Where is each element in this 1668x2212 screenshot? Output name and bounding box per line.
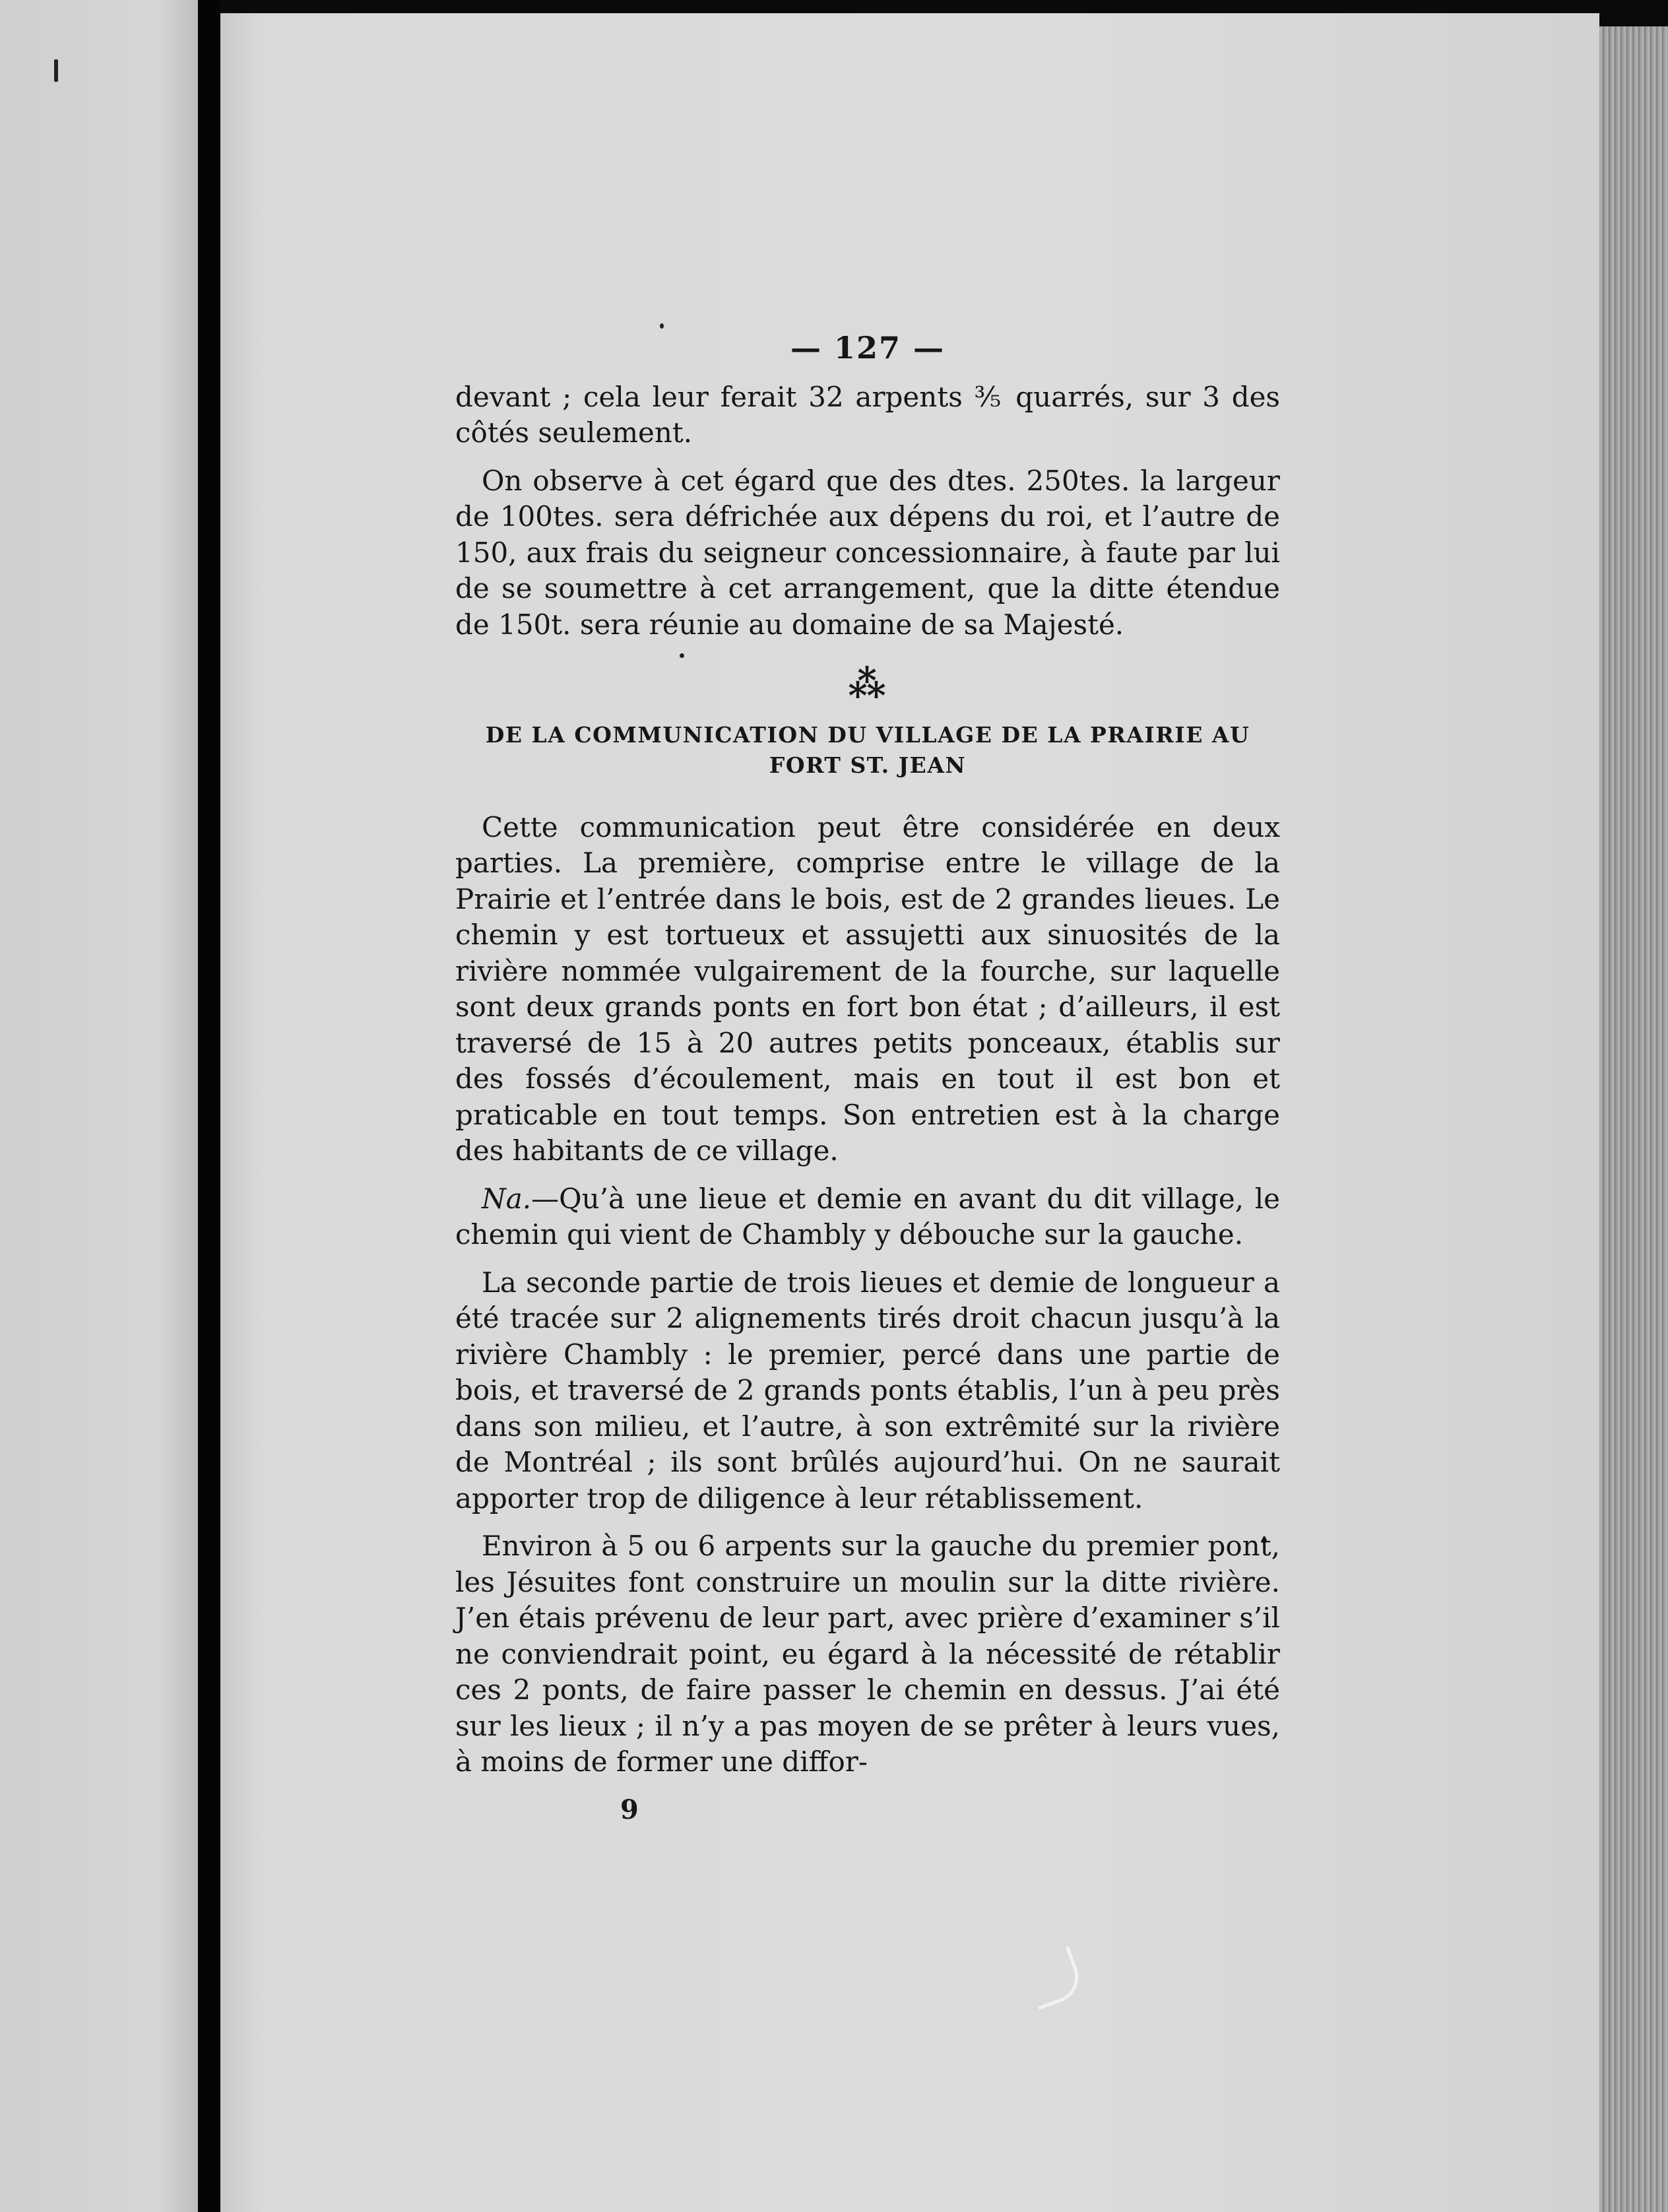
section-heading: DE LA COMMUNICATION DU VILLAGE DE LA PRAIRIE AU FORT ST. JEAN <box>485 721 1250 778</box>
paragraph: Cette communication peut être considérée en deux parties. La première, comprise entre le village de la Prairie et l’entrée dans le bois, est de 2 grandes lieues. Le chemin y est tortueux et assujetti aux sinuosités de la rivière nommée vulgairement de la fourche, sur laquelle sont deux grands ponts en fort bon état ; d’ailleurs, il est traversé de 15 à 20 autres petits ponceaux, établis sur des fossés d’écoulement, mais en tout il est bon et praticable en tout temps. Son entretien est à la charge des habitants de ce village. <box>455 810 1280 1167</box>
signature-mark: 9 <box>620 1794 639 1825</box>
page-body <box>455 330 1280 1828</box>
paragraph-note <box>455 1181 1280 1253</box>
page-number: — 127 — <box>790 330 946 366</box>
paragraph: La seconde partie de trois lieues et demie de longueur a été tracée sur 2 alignements tirés droit chacun jusqu’à la rivière Chambly : le premier, percé dans une partie de bois, et traversé de 2 grands ponts établis, l’un à peu près dans son milieu, et l’autre, à son extrêmité sur la rivière de Montréal ; ils sont brûlés aujourd’hui. On ne saurait apporter trop de diligence à leur rétablissement. <box>455 1266 1280 1514</box>
section-ornament: ⁂ <box>848 663 887 706</box>
note-label: Na. <box>482 1182 532 1215</box>
paragraph: devant ; cela leur ferait 32 arpents ⅗ quarrés, sur 3 des côtés seulement. <box>455 380 1280 449</box>
facing-page-edge <box>0 0 198 2212</box>
paragraph: On observe à cet égard que des dtes. 250tes. la largeur de 100tes. sera défrichée aux dépens du roi, et l’autre de 150, aux frais du seigneur concessionnaire, à faute par lui de se soumettre à cet arrangement, que la ditte étendue de 150t. sera réunie au domaine de sa Majesté. <box>455 464 1280 641</box>
page-stack-edge <box>1599 26 1668 2212</box>
book-spine-gutter <box>198 0 220 2212</box>
margin-mark <box>54 59 58 82</box>
paragraph: Environ à 5 ou 6 arpents sur la gauche du premier pont, les Jésuites font construire un moulin sur la ditte rivière. J’en étais prévenu de leur part, avec prière d’examiner s’il ne conviendrait point, eu égard à la nécessité de rétablir ces 2 ponts, de faire passer le chemin en dessus. J’ai été sur les lieux ; il n’y a pas moyen de se prêter à leurs vues, à moins de former une diffor- <box>455 1530 1280 1778</box>
ink-speck <box>660 323 664 329</box>
note-text: —Qu’à une lieue et demie en avant du dit village, le chemin qui vient de Chambly y débouche sur la gauche. <box>455 1182 1280 1251</box>
